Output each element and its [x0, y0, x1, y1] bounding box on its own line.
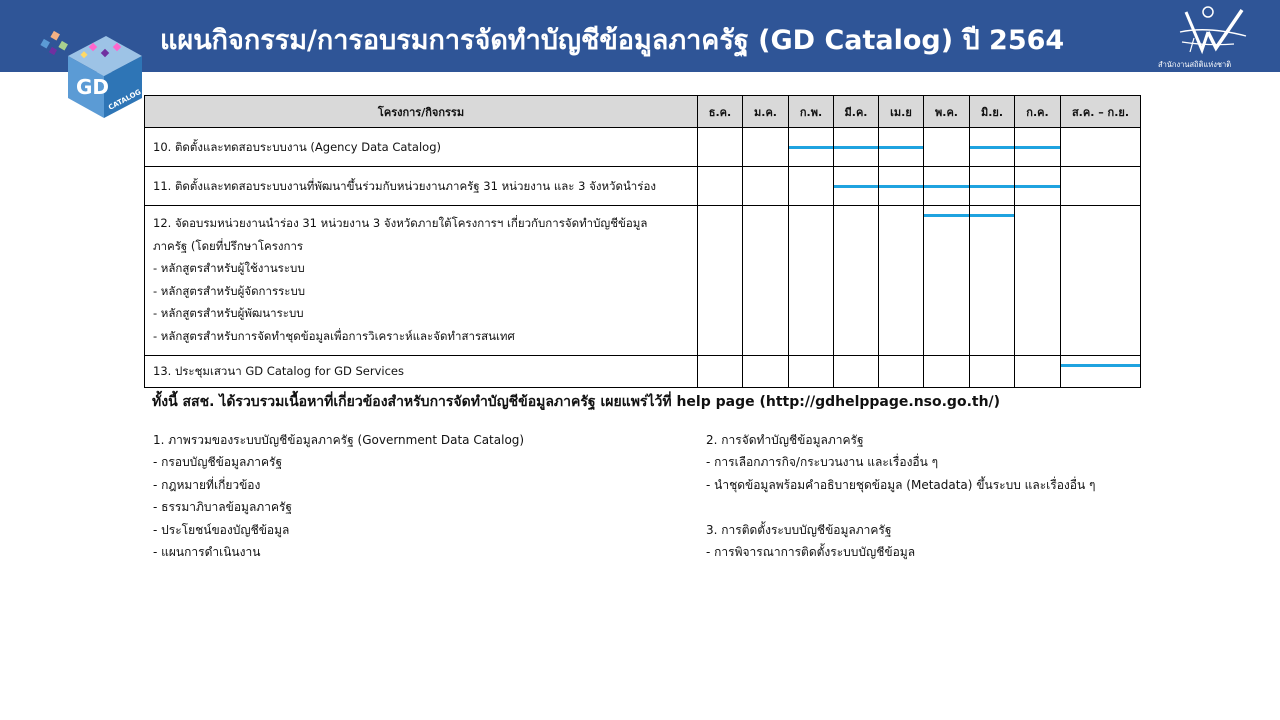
schedule-bar	[924, 214, 969, 217]
month-cell	[743, 356, 789, 388]
column-header-month: เม.ย	[879, 96, 924, 128]
schedule-bar	[789, 146, 833, 149]
month-cell	[743, 206, 789, 356]
task-label: 10. ติดตั้งและทดสอบระบบงาน (Agency Data Catalog)	[153, 139, 441, 154]
topic-item: - การเลือกภารกิจ/กระบวนงาน และเรื่องอื่น ๆ	[706, 455, 939, 470]
schedule-bar	[834, 185, 878, 188]
month-cell	[789, 356, 834, 388]
schedule-bar	[1061, 364, 1140, 367]
topic-item: - การพิจารณาการติดตั้งระบบบัญชีข้อมูล	[706, 545, 916, 560]
table-row	[145, 356, 1141, 388]
topic-item: - ธรรมาภิบาลข้อมูลภาครัฐ	[153, 500, 293, 515]
task-cell	[145, 167, 698, 206]
month-cell	[789, 206, 834, 356]
topic-item: - กรอบบัญชีข้อมูลภาครัฐ	[153, 455, 283, 470]
task-label: ภาครัฐ (โดยที่ปรึกษาโครงการ	[153, 238, 304, 253]
month-cell	[1015, 128, 1061, 167]
month-cell	[879, 356, 924, 388]
task-label: 12. จัดอบรมหน่วยงานนำร่อง 31 หน่วยงาน 3 จังหวัดภายใต้โครงการฯ เกี่ยวกับการจัดทำบัญชีข้อมูล	[153, 216, 648, 230]
task-label: 11. ติดตั้งและทดสอบระบบงานที่พัฒนาขึ้นร่วมกับหน่วยงานภาครัฐ 31 หน่วยงาน และ 3 จังหวัดนำร่อง	[153, 178, 656, 193]
month-cell	[834, 128, 879, 167]
schedule-bar	[970, 146, 1014, 149]
month-cell	[1061, 128, 1141, 167]
month-cell	[879, 206, 924, 356]
schedule-bar	[879, 146, 923, 149]
task-cell	[145, 356, 698, 388]
month-cell	[924, 167, 970, 206]
schedule-bar	[970, 185, 1014, 188]
task-label: - หลักสูตรสำหรับผู้พัฒนาระบบ	[153, 306, 304, 320]
month-cell	[924, 206, 970, 356]
month-cell	[924, 128, 970, 167]
column-header-month: ธ.ค.	[698, 96, 743, 128]
nso-caption: สำนักงานสถิติแห่งชาติ	[1158, 60, 1232, 69]
topic-item: - นำชุดข้อมูลพร้อมคำอธิบายชุดข้อมูล (Metadata) ขึ้นระบบ และเรื่องอื่น ๆ	[706, 477, 1096, 492]
month-cell	[970, 128, 1015, 167]
task-label: - หลักสูตรสำหรับผู้ใช้งานระบบ	[153, 261, 305, 275]
header-banner	[0, 0, 1280, 72]
month-cell	[1061, 167, 1141, 206]
month-cell	[970, 167, 1015, 206]
month-cell	[698, 167, 743, 206]
column-header-month: มิ.ย.	[970, 96, 1015, 128]
month-cell	[743, 128, 789, 167]
column-header-month: ม.ค.	[743, 96, 789, 128]
topics-right-column	[706, 429, 1095, 563]
topic-heading: 1. ภาพรวมของระบบบัญชีข้อมูลภาครัฐ (Government Data Catalog)	[153, 433, 525, 447]
task-label: - หลักสูตรสำหรับการจัดทำชุดข้อมูลเพื่อการวิเคราะห์และจัดทำสารสนเทศ	[153, 328, 515, 343]
topics-left-column	[153, 429, 524, 563]
task-label: 13. ประชุมเสวนา GD Catalog for GD Services	[153, 364, 404, 379]
month-cell	[698, 206, 743, 356]
activity-schedule-table	[144, 95, 1141, 388]
task-cell	[145, 206, 698, 356]
table-row	[145, 128, 1141, 167]
column-header-month: มี.ค.	[834, 96, 879, 128]
schedule-bar	[834, 146, 878, 149]
month-cell	[1015, 167, 1061, 206]
column-header-month: ก.ค.	[1015, 96, 1061, 128]
task-cell	[145, 128, 698, 167]
table-row	[145, 206, 1141, 356]
month-cell	[834, 206, 879, 356]
column-header-month: พ.ค.	[924, 96, 970, 128]
schedule-bar	[924, 185, 969, 188]
topic-heading: 2. การจัดทำบัญชีข้อมูลภาครัฐ	[706, 433, 864, 447]
gd-logo-subtext: CATALOG	[107, 87, 143, 112]
month-cell	[743, 167, 789, 206]
month-cell	[834, 356, 879, 388]
topic-item: - กฎหมายที่เกี่ยวข้อง	[153, 477, 261, 492]
schedule-bar	[1015, 146, 1060, 149]
month-cell	[1061, 206, 1141, 356]
topic-item: - แผนการดำเนินงาน	[153, 545, 261, 560]
task-label: - หลักสูตรสำหรับผู้จัดการระบบ	[153, 283, 306, 298]
table-row	[145, 167, 1141, 206]
page-title: แผนกิจกรรม/การอบรมการจัดทำบัญชีข้อมูลภาครัฐ (GD Catalog) ปี 2564	[160, 25, 1065, 56]
column-header-task: โครงการ/กิจกรรม	[145, 96, 698, 128]
month-cell	[879, 167, 924, 206]
schedule-bar	[1015, 185, 1060, 188]
column-header-month: ส.ค. – ก.ย.	[1061, 96, 1141, 128]
month-cell	[789, 167, 834, 206]
column-header-month: ก.พ.	[789, 96, 834, 128]
month-cell	[1015, 356, 1061, 388]
month-cell	[879, 128, 924, 167]
month-cell	[924, 356, 970, 388]
gd-catalog-logo	[38, 28, 148, 122]
topic-heading: 3. การติดตั้งระบบบัญชีข้อมูลภาครัฐ	[706, 522, 892, 537]
table-header-row	[145, 96, 1141, 128]
month-cell	[1015, 206, 1061, 356]
month-cell	[970, 356, 1015, 388]
schedule-bar	[879, 185, 923, 188]
month-cell	[698, 128, 743, 167]
month-cell	[970, 206, 1015, 356]
spacer	[706, 496, 1095, 518]
topic-item: - ประโยชน์ของบัญชีข้อมูล	[153, 522, 290, 537]
gd-logo-text: GD	[76, 75, 110, 99]
month-cell	[789, 128, 834, 167]
month-cell	[1061, 356, 1141, 388]
help-page-note: ทั้งนี้ สสช. ได้รวบรวมเนื้อหาที่เกี่ยวข้องสำหรับการจัดทำบัญชีข้อมูลภาครัฐ เผยแพร่ไว้ที่ help page (http://gdhelppage.nso.go.th/)	[152, 394, 1001, 410]
month-cell	[834, 167, 879, 206]
month-cell	[698, 356, 743, 388]
schedule-bar	[970, 214, 1014, 217]
